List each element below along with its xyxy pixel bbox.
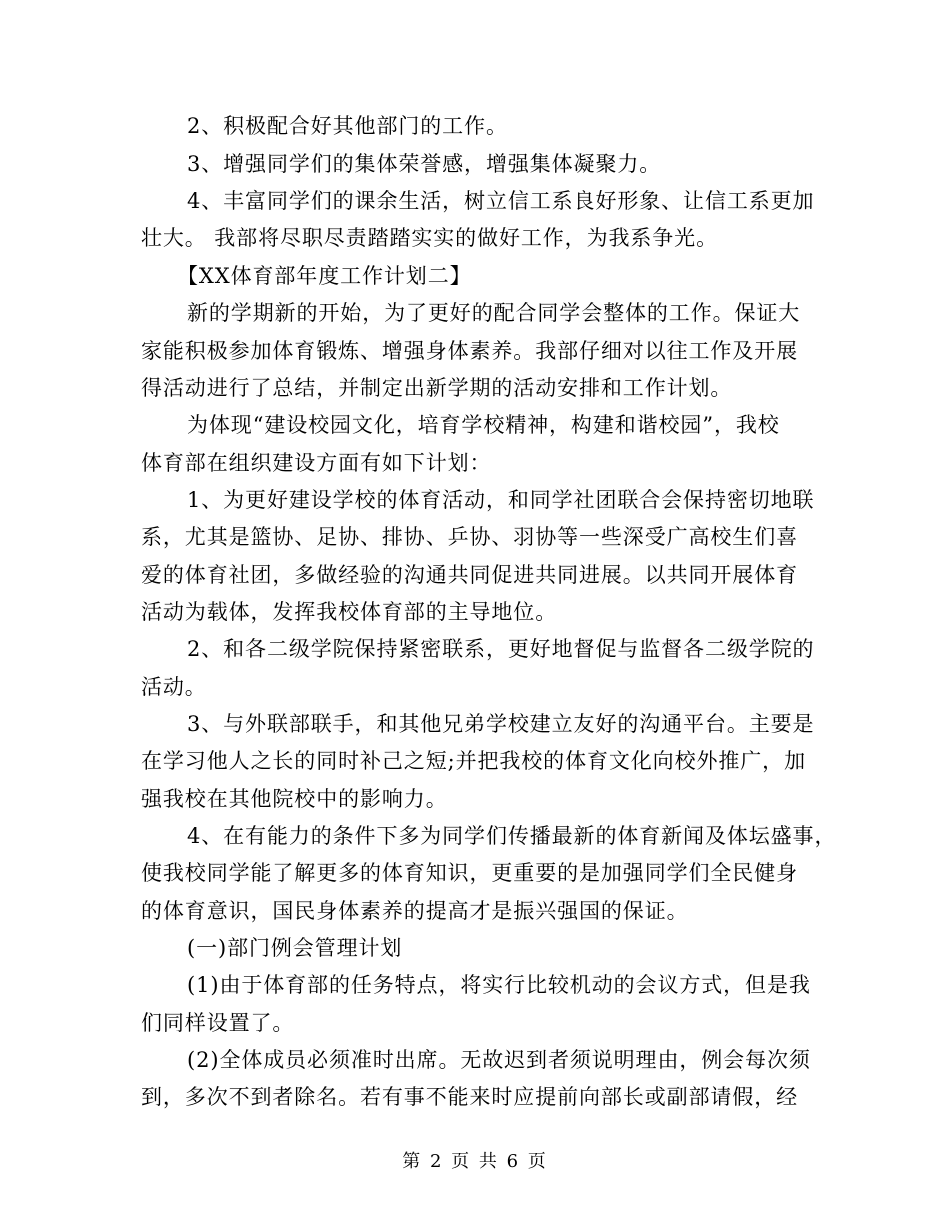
body-line: 系，尤其是篮协、足协、排协、乒协、羽协等一些深受广高校生们喜 <box>141 525 798 549</box>
page-number-label: 第 2 页 共 6 页 <box>402 1151 548 1172</box>
subsection-heading: (一)部门例会管理计划 <box>187 936 403 960</box>
page-footer <box>0 1150 950 1174</box>
body-line: 3、增强同学们的集体荣誉感，增强集体凝聚力。 <box>187 152 662 176</box>
body-line: 得活动进行了总结，并制定出新学期的活动安排和工作计划。 <box>141 376 733 400</box>
body-line: 体育部在组织建设方面有如下计划： <box>141 451 492 475</box>
body-line: 爱的体育社团，多做经验的沟通共同促进共同进展。以共同开展体育 <box>141 563 798 587</box>
body-line: 使我校同学能了解更多的体育知识，更重要的是加强同学们全民健身 <box>141 861 798 885</box>
body-line: 的体育意识，国民身体素养的提高才是振兴强国的保证。 <box>141 899 689 923</box>
body-line: 活动为载体，发挥我校体育部的主导地位。 <box>141 600 558 624</box>
body-line: 强我校在其他院校中的影响力。 <box>141 787 448 811</box>
body-line: (2)全体成员必须准时出席。无故迟到者须说明理由，例会每次须 <box>187 1048 811 1072</box>
section-heading: 【XX体育部年度工作计划二】 <box>177 264 472 288</box>
body-line: 们同样设置了。 <box>141 1011 295 1035</box>
body-line: 2、积极配合好其他部门的工作。 <box>187 114 508 138</box>
body-line: 为体现“建设校园文化，培育学校精神，构建和谐校园”，我校 <box>187 413 780 437</box>
body-line: 4、在有能力的条件下多为同学们传播最新的体育新闻及体坛盛事， <box>187 824 837 848</box>
body-line: 家能积极参加体育锻炼、增强身体素养。我部仔细对以往工作及开展 <box>141 339 798 363</box>
body-line: 活动。 <box>141 675 207 699</box>
body-line: 1、为更好建设学校的体育活动，和同学社团联合会保持密切地联 <box>187 488 815 512</box>
body-line: 4、丰富同学们的课余生活，树立信工系良好形象、让信工系更加 <box>187 189 815 213</box>
body-line: 壮大。 我部将尽职尽责踏踏实实的做好工作，为我系争光。 <box>141 226 718 250</box>
body-line: (1)由于体育部的任务特点，将实行比较机动的会议方式，但是我 <box>187 973 811 997</box>
body-line: 新的学期新的开始，为了更好的配合同学会整体的工作。保证大 <box>187 301 801 325</box>
body-line: 3、与外联部联手，和其他兄弟学校建立友好的沟通平台。主要是 <box>187 712 815 736</box>
body-line: 到，多次不到者除名。若有事不能来时应提前向部长或副部请假，经 <box>141 1085 798 1109</box>
body-line: 在学习他人之长的同时补己之短;并把我校的体育文化向校外推广，加 <box>141 749 806 773</box>
body-line: 2、和各二级学院保持紧密联系，更好地督促与监督各二级学院的 <box>187 637 815 661</box>
